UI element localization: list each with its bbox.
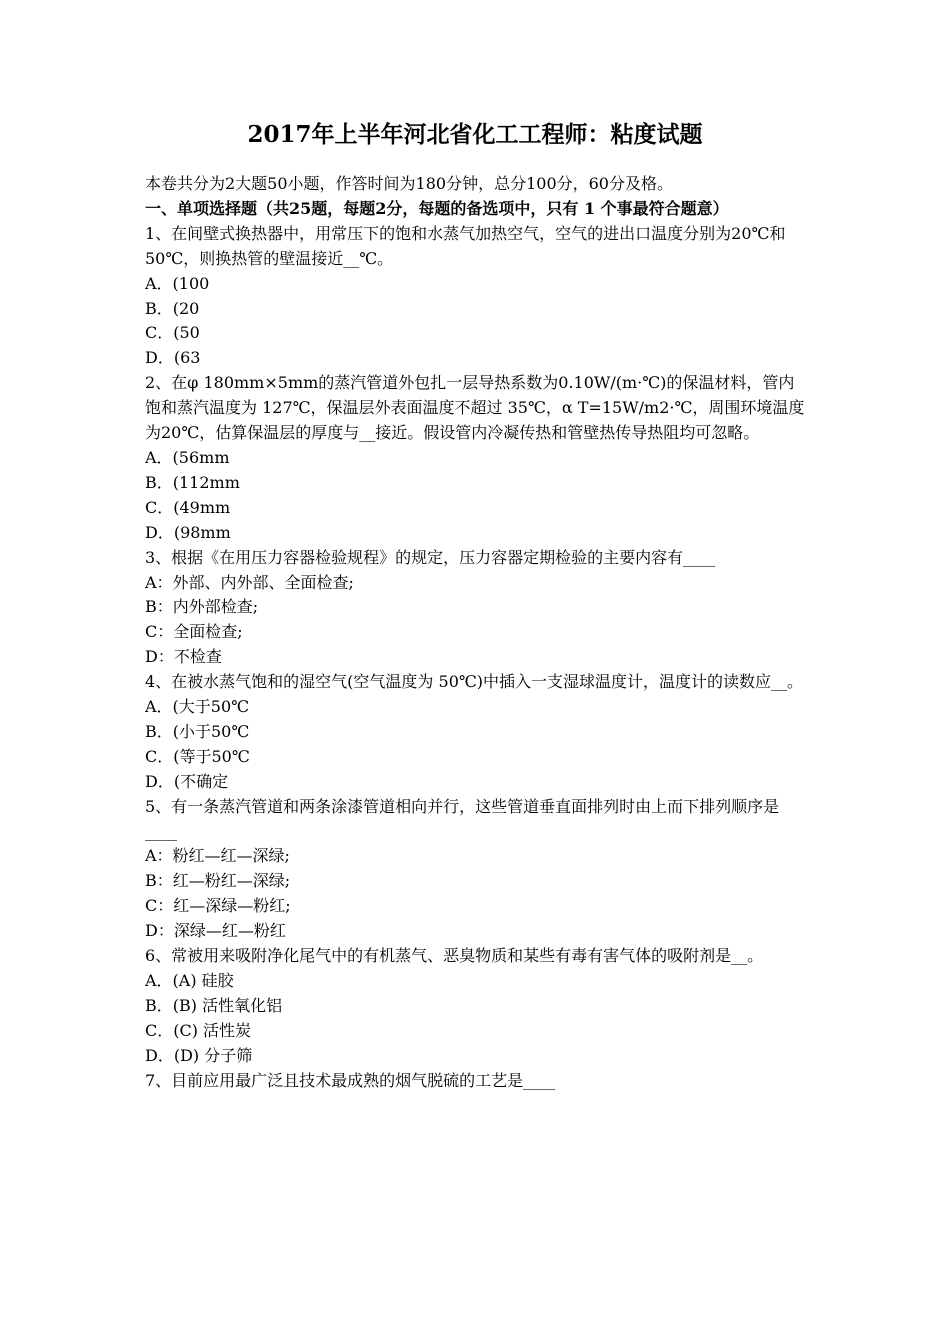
option-a: A：粉红—红—深绿; [145,846,290,866]
question-stem: 1、在间壁式换热器中，用常压下的饱和水蒸气加热空气，空气的进出口温度分别为20℃和50℃，则换热管的壁温接近__℃。 [145,223,786,268]
option-c: C．(等于50℃ [145,746,250,766]
option-a: A．(56mm [145,447,230,467]
question-4 [145,670,810,795]
option-b: B．(20 [145,298,200,318]
option-b: B．(小于50℃ [145,721,250,741]
option-d: D．(63 [145,348,201,368]
option-d: D：深绿—红—粉红 [145,921,286,941]
option-b: B．(B) 活性氧化铝 [145,995,283,1015]
question-2 [145,371,810,545]
option-a: A．(A) 硅胶 [145,971,234,990]
question-1 [145,222,810,371]
section-heading: 一、单项选择题（共25题，每题2分，每题的备选项中，只有 1 个事最符合题意） [145,198,729,218]
option-c: C．(50 [145,323,200,343]
option-a: A：外部、内外部、全面检查; [145,572,354,592]
question-stem: 5、有一条蒸汽管道和两条涂漆管道相向并行，这些管道垂直面排列时由上而下排列顺序是____ [145,796,780,841]
option-a: A．(大于50℃ [145,697,250,717]
question-3 [145,546,810,671]
option-b: B．(112mm [145,472,240,492]
exam-intro: 本卷共分为2大题50小题，作答时间为180分钟，总分100分，60分及格。 [145,174,673,193]
option-c: C：全面检查; [145,622,243,642]
question-stem: 7、目前应用最广泛且技术最成熟的烟气脱硫的工艺是____ [145,1070,556,1090]
question-7 [145,1069,810,1094]
question-5 [145,795,810,944]
option-b: B：红—粉红—深绿; [145,871,291,891]
option-c: C：红—深绿—粉红; [145,896,291,916]
document-body [145,172,810,1094]
question-stem: 3、根据《在用压力容器检验规程》的规定，压力容器定期检验的主要内容有____ [145,547,716,567]
page-title: 2017年上半年河北省化工工程师：粘度试题 [247,121,703,148]
question-stem: 2、在φ 180mm×5mm的蒸汽管道外包扎一层导热系数为0.10W/(m·℃)的保温材料，管内饱和蒸汽温度为 127℃，保温层外表面温度不超过 35℃，α T=15W/m2·℃，周围环境温度为20℃，估算保温层的厚度与__接近。假设管内冷凝传热和管壁热传导热阻均可忽略。 [145,373,805,443]
option-b: B：内外部检查; [145,597,259,617]
option-c: C．(C) 活性炭 [145,1020,252,1040]
option-d: D：不检查 [145,647,222,667]
question-stem: 4、在被水蒸气饱和的湿空气(空气温度为 50℃)中插入一支湿球温度计，温度计的读数应__。 [145,672,804,692]
option-c: C．(49mm [145,497,231,517]
option-a: A．(100 [145,273,210,293]
option-d: D．(不确定 [145,771,229,791]
question-6 [145,944,810,1069]
question-stem: 6、常被用来吸附净化尾气中的有机蒸气、恶臭物质和某些有毒有害气体的吸附剂是__。 [145,946,764,966]
option-d: D．(D) 分子筛 [145,1045,253,1065]
option-d: D．(98mm [145,522,231,542]
